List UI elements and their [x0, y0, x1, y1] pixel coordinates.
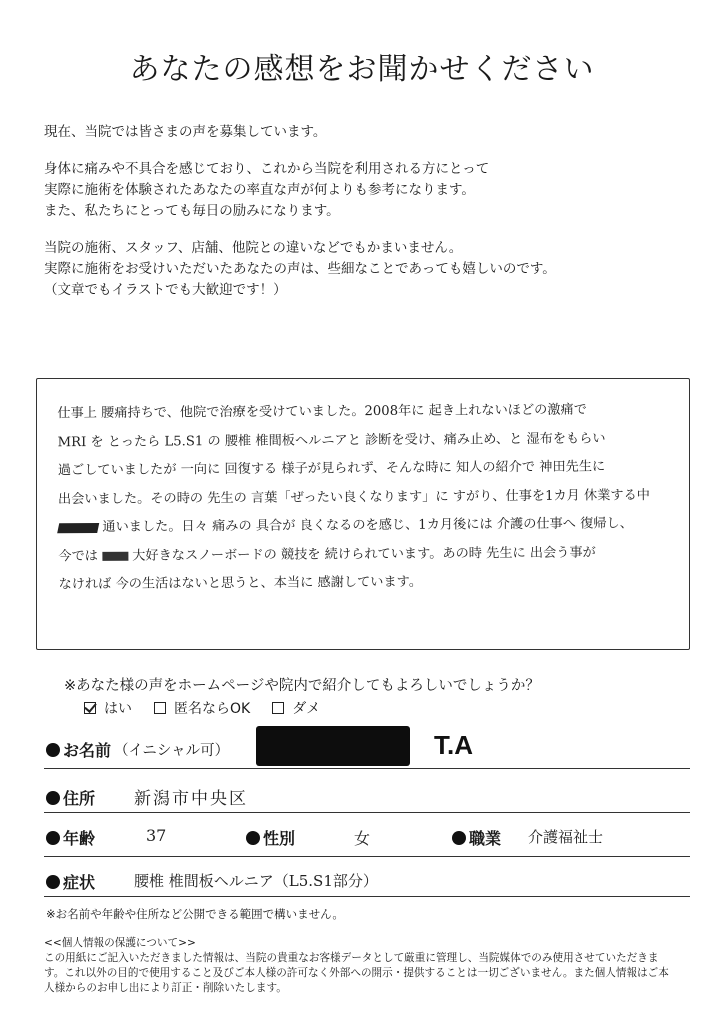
intro-line: 実際に施術を体験されたあなたの率直な声が何よりも参考になります。: [44, 182, 475, 198]
consent-options: [84, 698, 320, 718]
checkbox-icon[interactable]: [154, 702, 166, 714]
age-label-text: 年齢: [63, 829, 96, 848]
intro-line: 実際に施術をお受けいただいたあなたの声は、些細なことであっても嬉しいのです。: [44, 261, 556, 277]
consent-question: ※あなた様の声をホームページや院内で紹介してもよろしいでしょうか？: [64, 678, 540, 694]
checkbox-icon[interactable]: [272, 702, 284, 714]
symptom-label: [46, 870, 95, 893]
job-label-text: 職業: [469, 829, 502, 848]
privacy-line: この用紙にご記入いただきました情報は、当院の貴重なお客様データとして厳重に管理し、当院媒体でのみ使用させていただきま: [44, 952, 659, 964]
testimonial-line-text: 通いました。日々 痛みの 具合が 良くなるのを感じ、1カ月後には 介護の仕事へ 復帰し、: [102, 516, 633, 535]
consent-option-anonymous[interactable]: [154, 698, 250, 718]
age-value[interactable]: 37: [146, 826, 167, 845]
job-label: [452, 826, 501, 849]
bullet-icon: [46, 875, 60, 889]
gender-label-text: 性別: [263, 829, 296, 848]
symptom-label-text: 症状: [63, 873, 96, 892]
address-label: [46, 786, 95, 809]
intro-line: （文章でもイラストでも大歓迎です！）: [44, 282, 287, 298]
redaction-mark: [102, 551, 128, 560]
name-label-sub: （イニシャル可）: [114, 743, 230, 759]
consent-option-label: 匿名ならOK: [174, 701, 251, 717]
address-value[interactable]: 新潟市中央区: [134, 789, 248, 809]
intro-paragraph-1: 現在、当院では皆さまの声を募集しています。: [44, 124, 327, 140]
testimonial-line: なければ 今の生活はないと思うと、本当に 感謝しています。: [58, 574, 423, 593]
name-redaction: [256, 726, 410, 766]
testimonial-line-text: 今では: [58, 548, 99, 564]
testimonial-line: [58, 538, 698, 571]
intro-line: 当院の施術、スタッフ、店舗、他院との違いなどでもかまいません。: [44, 240, 463, 256]
consent-option-label: はい: [104, 701, 132, 717]
address-label-text: 住所: [63, 789, 96, 808]
intro-text: [44, 122, 704, 301]
redaction-mark: [57, 522, 99, 532]
consent-option-label: ダメ: [292, 701, 321, 717]
handwritten-testimonial: [57, 396, 698, 600]
privacy-line: す。これ以外の目的で使用すること及びご本人様の許可なく外部への開示・提供することは一切ございません。また個人情報はご本: [44, 967, 669, 979]
testimonial-line: 出会いました。その時の 先生の 言葉「ぜったい良くなります」に すがり、仕事を1カ月 休業する中: [57, 487, 650, 507]
consent-option-yes[interactable]: [84, 698, 132, 718]
bullet-icon: [46, 743, 60, 757]
privacy-notice: [44, 936, 684, 996]
privacy-line: 人様からのお申し出により訂正・削除いたします。: [44, 982, 287, 994]
gender-value[interactable]: 女: [354, 829, 371, 848]
testimonial-line: MRI を とったら L5.S1 の 腰椎 椎間板ヘルニアと 診断を受け、痛み止め、と 湿布をもらい: [57, 430, 606, 450]
symptom-value[interactable]: 腰椎 椎間板ヘルニア（L5.S1部分）: [134, 872, 378, 890]
testimonial-line: [58, 510, 698, 543]
name-label-text: お名前: [63, 741, 112, 760]
bullet-icon: [246, 831, 260, 845]
testimonial-line: 過ごしていましたが 一向に 回復する 様子が見られず、そんな時に 知人の紹介で 神田先生に: [57, 459, 606, 479]
bullet-icon: [46, 831, 60, 845]
testimonial-line-text: 大好きなスノーボードの 競技を 続けられています。あの時 先生に 出会う事が: [132, 544, 596, 564]
gender-label: [246, 826, 295, 849]
age-label: [46, 826, 95, 849]
intro-line: 身体に痛みや不具合を感じており、これから当院を利用される方にとって: [44, 161, 490, 177]
privacy-heading: <<個人情報の保護について>>: [44, 937, 196, 949]
bullet-icon: [46, 791, 60, 805]
testimonial-line: 仕事上 腰痛持ちで、他院で治療を受けていました。2008年に 起き上れないほどの激痛で: [57, 402, 587, 422]
intro-line: また、私たちにとっても毎日の励みになります。: [44, 203, 340, 219]
publication-note: ※お名前や年齢や住所など公開できる範囲で構いません。: [46, 907, 344, 921]
name-value[interactable]: T.A: [434, 730, 473, 760]
consent-option-no[interactable]: [272, 698, 320, 718]
name-label: [46, 738, 229, 761]
page-title: あなたの感想をお聞かせください: [129, 52, 595, 87]
bullet-icon: [452, 831, 466, 845]
checkbox-checked-icon[interactable]: [84, 702, 96, 714]
job-value[interactable]: 介護福祉士: [528, 828, 604, 846]
